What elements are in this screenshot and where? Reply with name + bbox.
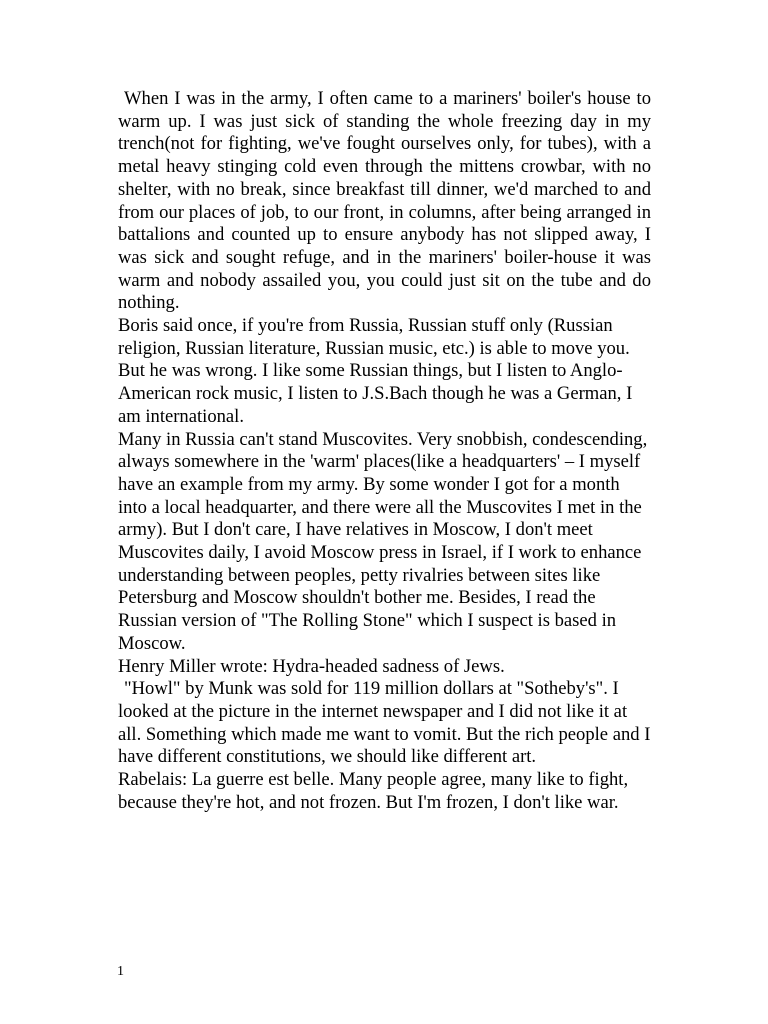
paragraph-muscovites: Many in Russia can't stand Muscovites. Very snobbish, condescending, always somewhere in the 'warm' places(like a headquarters' – I myself have an example from my army. By some wonder I got for a month into a local headquarter, and there were all the Muscovites I met in the army). But I don't care, I have relatives in Moscow, I don't meet Muscovites daily, I avoid Moscow press in Israel, if I work to enhance understanding between peoples, petty rivalries between sites like Petersburg and Moscow shouldn't bother me. Besides, I read the Russian version of "The Rolling Stone" which I suspect is based in Moscow. (118, 428, 648, 654)
paragraph-army-boiler-house: When I was in the army, I often came to a mariners' boiler's house to warm up. I was just sick of standing the whole freezing day in my trench(not for fighting, we've fought ourselves only, for tubes), with a metal heavy stinging cold even through the mittens crowbar, with no shelter, with no break, since breakfast till dinner, we'd marched to and from our places of job, to our front, in columns, after being arranged in battalions and counted up to ensure anybody has not slipped away, I was sick and sought refuge, and in the mariners' boiler-house it was warm and nobody assailed you, you could just sit on the tube and do nothing. (118, 88, 651, 314)
paragraph-boris-russian-stuff: Boris said once, if you're from Russia, Russian stuff only (Russian religion, Russian literature, Russian music, etc.) is able to move you. But he was wrong. I like some Russian things, but I listen to Anglo-American rock music, I listen to J.S.Bach though he was a German, I am international. (118, 315, 633, 427)
body-text (118, 88, 651, 815)
paragraph-howl-munk: "Howl" by Munk was sold for 119 million dollars at "Sotheby's". I looked at the picture in the internet newspaper and I did not like it at all. Something which made me want to vomit. But the rich people and I have different constitutions, we should like different art. (118, 678, 651, 768)
paragraph-henry-miller: Henry Miller wrote: Hydra-headed sadness of Jews. (118, 655, 505, 677)
paragraph-rabelais: Rabelais: La guerre est belle. Many people agree, many like to fight, because they're hot, and not frozen. But I'm frozen, I don't like war. (118, 769, 629, 813)
page-number: 1 (117, 964, 124, 979)
